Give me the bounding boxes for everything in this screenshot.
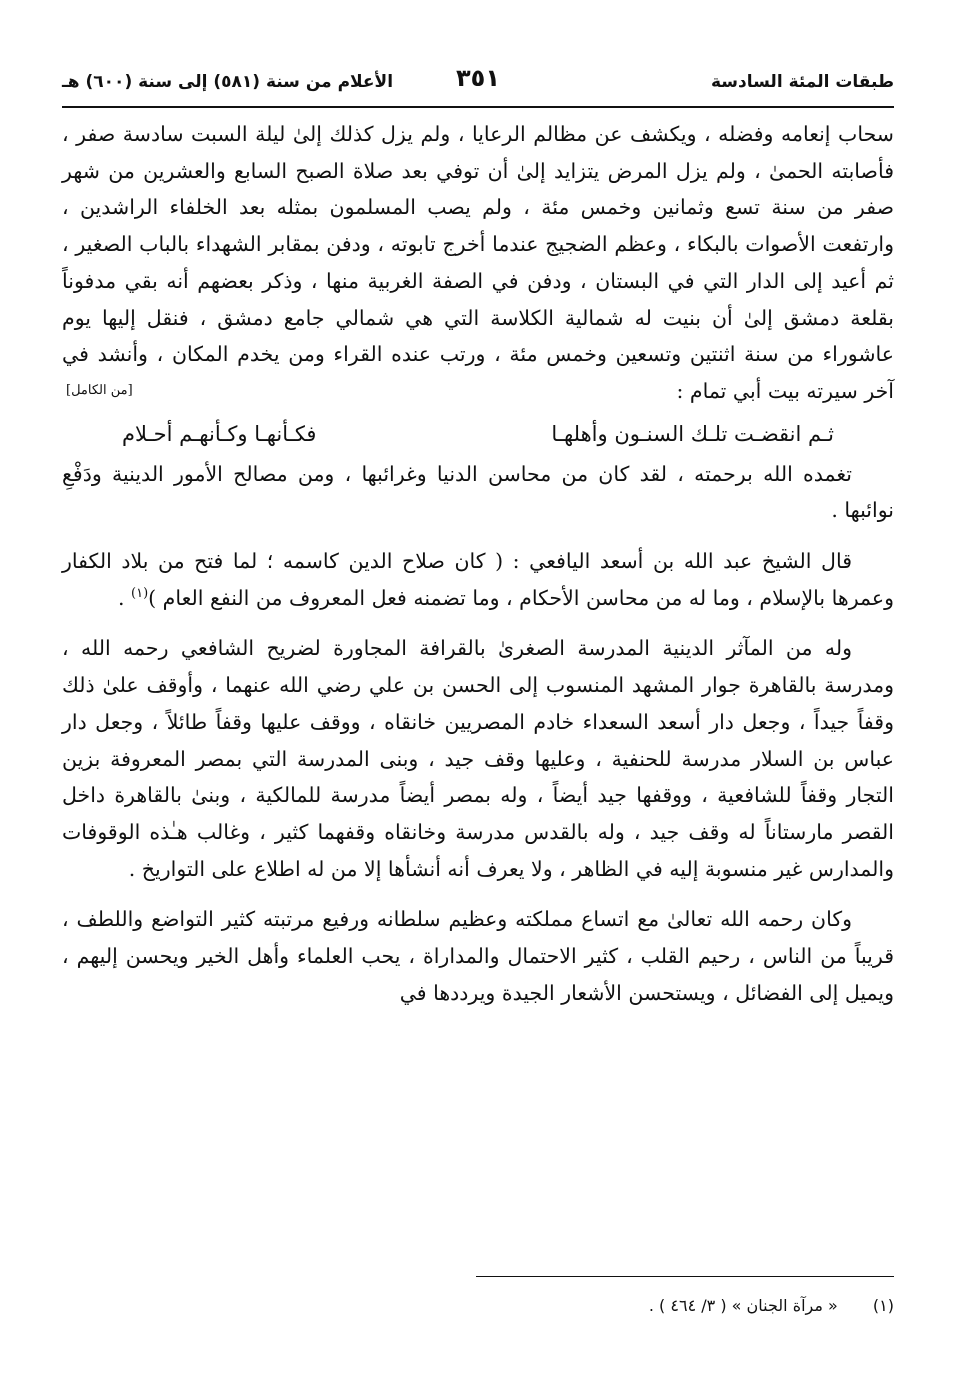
header-range-title: الأعلام من سنة (٥٨١) إلى سنة (٦٠٠) هـ: [62, 72, 394, 92]
verse-second-hemistich: فكـأنهـا وكـأنهـم أحـلام: [122, 421, 317, 446]
poem-verse: [62, 410, 894, 456]
footnote-rule: [476, 1276, 894, 1277]
paragraph-gap: [62, 529, 894, 543]
poetic-metre-label: [من الكامل]: [66, 382, 133, 398]
paragraph-3: [62, 543, 894, 616]
header-section-title: طبقات المئة السادسة: [711, 72, 894, 92]
paragraph-1-text: سحاب إنعامه وفضله ، ويكشف عن مظالم الرعايا ، ولم يزل كذلك إلىٰ ليلة السبت سادسة صفر ، فأصابته الحمىٰ ، ولم يزل المرض يتزايد إلىٰ أن توفي بعد صلاة الصبح السابع والعشرين من شهر صفر من سنة تسع وثمانين وخمس مئة ، ولم يصب المسلمون بمثله بعد الخلفاء الراشدين ، وارتفعت الأصوات بالبكاء ، وعظم الضجيج عندما أخرج تابوته ، ودفن بمقابر الشهداء بالباب الصغير ، ثم أعيد إلى الدار التي في البستان ، ودفن في الصفة الغربية منها ، وذكر بعضهم أنه بقي مدفوناً بقلعة دمشق إلىٰ أن بنيت له شمالية الكلاسة التي هي شمالي جامع دمشق ، فنقل إليها يوم عاشوراء من سنة اثنتين وتسعين وخمس مئة ، ورتب عنده القراء ومن يخدم المكان ، وأنشد في آخر سيرته بيت أبي تمام :: [62, 122, 894, 403]
paragraph-3-text: قال الشيخ عبد الله بن أسعد اليافعي : ( كان صلاح الدين كاسمه ؛ لما فتح من بلاد الكفار وعمرها بالإسلام ، وما له من محاسن الأحكام ، وما تضمنه فعل المعروف من النفع العام ): [62, 549, 894, 610]
footnote-text: « مرآة الجنان » ( ٣/ ٤٦٤ ) .: [648, 1296, 838, 1315]
page-header: [62, 64, 894, 102]
paragraph-4: وله من المآثر الدينية المدرسة الصغرىٰ بالقرافة المجاورة لضريح الشافعي رحمه الله ، ومدرسة بالقاهرة جوار المشهد المنسوب إلى الحسن بن علي رضي الله عنهما ، وأوقف علىٰ ذلك وقفاً جيداً ، وجعل دار أسعد السعداء خادم المصريين خانقاه ، ووقف عليها وقفاً طائلاً ، وجعل دار عباس بن السلار مدرسة للحنفية ، وعليها وقف جيد ، وبنى المدرسة التي بمصر المعروفة بزين التجار وقفاً للشافعية ، ووقفها جيد أيضاً ، وله بمصر أيضاً مدرسة للمالكية ، وبنىٰ بالقاهرة داخل القصر مارستاناً له وقف جيد ، وله بالقدس مدرسة وخانقاه وقفهما كثير ، وغالب هـٰذه الوقوفات والمدارس غير منسوبة إليه في الظاهر ، ولا يعرف أنه أنشأها إلا من له اطلاع على التواريخ .: [62, 636, 894, 881]
paragraph-gap: [62, 616, 894, 630]
footnote-number: (١): [872, 1296, 894, 1315]
paragraph-3-end: .: [117, 585, 131, 610]
paragraph-gap: [62, 887, 894, 901]
paragraph-1: [62, 116, 894, 410]
footnote-reference: (١): [131, 585, 149, 601]
page-number: ٣٥١: [456, 64, 500, 92]
paragraph-2: تغمده الله برحمته ، لقد كان من محاسن الدنيا وغرائبها ، ومن مصالح الأمور الدينية ودَفْعِ نوائبها .: [62, 461, 894, 523]
footnote: [62, 1296, 894, 1315]
main-text: [62, 116, 894, 1011]
verse-first-hemistich: ثـم انقضـت تلـك السنـون وأهلهـا: [551, 421, 834, 446]
header-rule: [62, 106, 894, 108]
paragraph-5: وكان رحمه الله تعالىٰ مع اتساع مملكته وعظيم سلطانه ورفيع مرتبته كثير التواضع واللطف ، قريباً من الناس ، رحيم القلب ، كثير الاحتمال والمداراة ، يحب العلماء وأهل الخير ويحسن إليهم ، ويميل إلى الفضائل ، ويستحسن الأشعار الجيدة ويرددها في: [62, 907, 894, 1005]
